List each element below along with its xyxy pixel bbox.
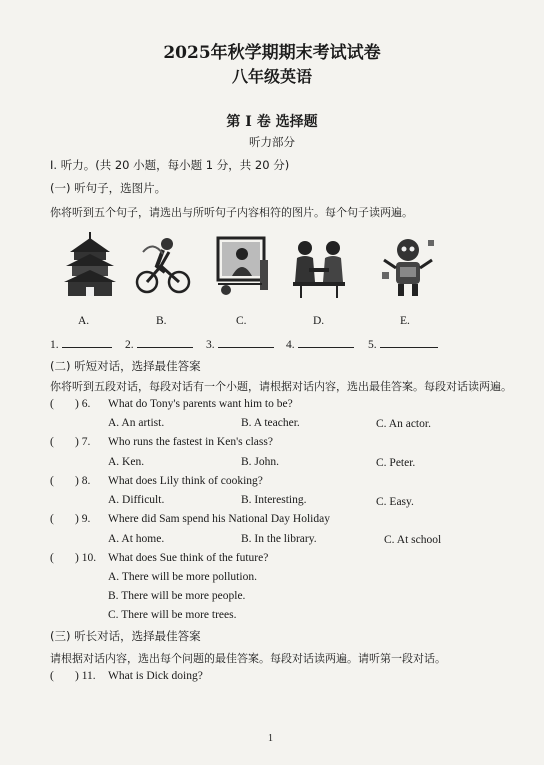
question-6-number: ) 6. [75, 398, 91, 410]
picture-label-d: D. [313, 315, 325, 327]
answer-blank-3[interactable]: 3. [206, 337, 274, 351]
part3-instruction: 请根据对话内容，选出每个问题的最佳答案。每段对话读两遍。请听第一段对话。 [50, 652, 446, 665]
question-10-option-b[interactable]: B. There will be more people. [108, 590, 246, 602]
picture-label-c: C. [236, 315, 247, 327]
question-7-option-b[interactable]: B. John. [241, 456, 280, 468]
part2-instruction: 你将听到五段对话，每段对话有一个小题，请根据对话内容，选出最佳答案。每段对话读两遍。 [50, 380, 512, 393]
answer-blank-4[interactable]: 4. [286, 337, 354, 351]
answer-paren-8[interactable]: ( [50, 475, 54, 487]
question-9-text: Where did Sam spend his National Day Holiday [108, 513, 330, 525]
question-6-option-c[interactable]: C. An actor. [376, 418, 431, 430]
question-11-text: What is Dick doing? [108, 670, 203, 682]
answer-blank-1[interactable]: 1. [50, 337, 112, 351]
cyclist-picture-b [133, 232, 193, 300]
question-7-text: Who runs the fastest in Ken's class? [108, 436, 273, 448]
tv-show-picture-c [212, 232, 272, 300]
question-6-option-b[interactable]: B. A teacher. [241, 417, 300, 429]
question-8-number: ) 8. [75, 475, 91, 487]
question-10-option-a[interactable]: A. There will be more pollution. [108, 571, 257, 583]
answer-paren-6[interactable]: ( [50, 398, 54, 410]
question-11-number: ) 11. [75, 670, 96, 682]
exam-subtitle: 八年级英语 [231, 67, 312, 86]
question-10-option-c[interactable]: C. There will be more trees. [108, 609, 237, 621]
question-8-text: What does Lily think of cooking? [108, 475, 263, 487]
chatting-people-picture-d [289, 232, 349, 300]
picture-label-b: B. [156, 315, 167, 327]
question-10-number: ) 10. [75, 552, 97, 564]
pagoda-picture-a [60, 232, 120, 300]
section-title: 听力部分 [249, 135, 295, 149]
picture-label-a: A. [78, 315, 90, 327]
page-number: 1 [268, 733, 273, 744]
question-7-option-a[interactable]: A. Ken. [108, 456, 145, 468]
question-9-option-b[interactable]: B. In the library. [241, 533, 317, 545]
listening-heading: I. 听力。(共 20 小题，每小题 1 分，共 20 分) [50, 158, 290, 172]
part-title: 第 I 卷 选择题 [226, 114, 318, 130]
question-10-text: What does Sue think of the future? [108, 552, 269, 564]
question-7-number: ) 7. [75, 436, 91, 448]
answer-blank-2[interactable]: 2. [125, 337, 193, 351]
answer-paren-11[interactable]: ( [50, 670, 54, 682]
question-8-option-c[interactable]: C. Easy. [376, 496, 414, 508]
question-6-option-a[interactable]: A. An artist. [108, 417, 165, 429]
part2-heading: (二) 听短对话，选择最佳答案 [50, 359, 201, 373]
question-7-option-c[interactable]: C. Peter. [376, 457, 416, 469]
exam-title: 2025年秋学期期末考试试卷 [163, 43, 381, 63]
question-8-option-a[interactable]: A. Difficult. [108, 494, 165, 506]
part3-heading: (三) 听长对话，选择最佳答案 [50, 629, 201, 643]
question-6-text: What do Tony's parents want him to be? [108, 398, 293, 410]
question-9-option-c[interactable]: C. At school [384, 534, 442, 546]
question-9-option-a[interactable]: A. At home. [108, 533, 165, 545]
part1-heading: (一) 听句子，选图片。 [50, 181, 167, 195]
picture-label-e: E. [400, 315, 410, 327]
robot-picture-e [378, 232, 438, 300]
answer-paren-10[interactable]: ( [50, 552, 54, 564]
part1-instruction: 你将听到五个句子，请选出与所听句子内容相符的图片。每个句子读两遍。 [50, 206, 413, 219]
answer-paren-7[interactable]: ( [50, 436, 54, 448]
answer-paren-9[interactable]: ( [50, 513, 54, 525]
question-9-number: ) 9. [75, 513, 91, 525]
question-8-option-b[interactable]: B. Interesting. [241, 494, 307, 506]
answer-blank-5[interactable]: 5. [368, 337, 438, 351]
